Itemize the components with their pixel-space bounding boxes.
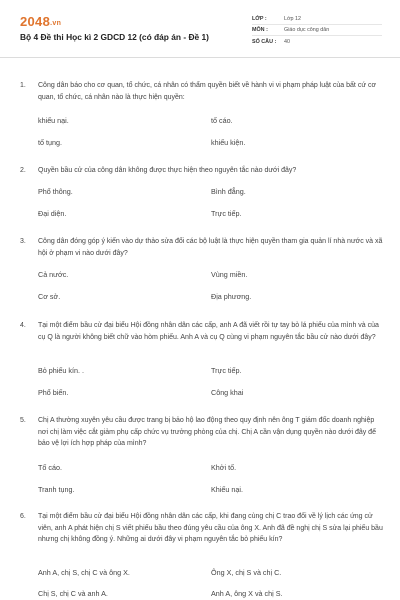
document-title: Bộ 4 Đề thi Học kì 2 GDCD 12 (có đáp án - Đề 1) xyxy=(20,32,209,42)
answer-option[interactable]: Anh A, ông X và chị S. xyxy=(211,589,283,598)
answer-option[interactable]: Anh A, chị S, chị C và ông X. xyxy=(38,568,130,577)
question-number: 4. xyxy=(20,322,26,329)
question-text: Công dân đóng góp ý kiến vào dự thảo sửa đổi các bộ luật là thực hiện quyền tham gia quản lí nhà nước và xã hội ở phạm vi nào dưới đây? xyxy=(38,238,383,257)
meta-row-grade xyxy=(252,14,382,25)
meta-table xyxy=(252,14,382,47)
question-number: 3. xyxy=(20,238,26,245)
answer-option[interactable]: Chị S, chị C và anh A. xyxy=(38,589,108,598)
answer-option[interactable]: khiếu kiện. xyxy=(211,138,246,147)
answer-option[interactable]: Bỏ phiếu kín. . xyxy=(38,366,84,375)
meta-key: SỐ CÂU : xyxy=(252,38,277,45)
answer-option[interactable]: Khởi tố. xyxy=(211,463,237,472)
meta-row-subject xyxy=(252,25,382,36)
answer-option[interactable]: Bình đẳng. xyxy=(211,187,246,196)
logo-main: 2048 xyxy=(20,14,51,29)
meta-value: Lớp 12 xyxy=(284,16,302,22)
logo-suffix: .vn xyxy=(50,20,62,27)
question-text: Quyền bầu cử của công dân không được thực hiện theo nguyên tắc nào dưới đây? xyxy=(38,167,297,174)
answer-option[interactable]: Cơ sở. xyxy=(38,292,61,301)
answer-option[interactable]: Ông X, chị S và chị C. xyxy=(211,568,282,577)
meta-key: MÔN : xyxy=(252,27,268,33)
question-text: Tại một điểm bầu cử đại biểu Hội đồng nhân dân các cấp, anh A đã viết rồi tự tay bỏ lá phiếu của mình và của cụ Q là người không biết chữ vào hòm phiếu. Anh A và cụ Q cùng vi phạm nguyên tắc bầu cử nào dưới đây? xyxy=(38,322,379,341)
question-1 xyxy=(20,80,384,172)
question-5 xyxy=(20,415,384,455)
question-text: Công dân báo cho cơ quan, tổ chức, cá nhân có thẩm quyền biết về hành vi vi phạm pháp luật của bất cứ cơ quan, tổ chức, cá nhân nào là thực hiện quyền: xyxy=(38,82,377,101)
question-6 xyxy=(20,511,384,561)
question-2 xyxy=(20,165,384,185)
answer-option[interactable]: Phổ biến. xyxy=(38,388,69,397)
answer-option[interactable]: Cả nước. xyxy=(38,270,69,279)
answer-option[interactable]: Địa phương. xyxy=(211,292,252,301)
answer-option[interactable]: Công khai xyxy=(211,388,244,397)
question-3 xyxy=(20,236,384,266)
question-4 xyxy=(20,320,384,360)
answer-option[interactable]: khiếu nại. xyxy=(38,116,69,125)
question-number: 6. xyxy=(20,513,26,520)
answer-option[interactable]: Tố cáo. xyxy=(38,463,62,472)
answer-option[interactable]: tố tụng. xyxy=(38,138,62,147)
meta-key: LỚP : xyxy=(252,16,267,22)
answer-option[interactable]: Trực tiếp. xyxy=(211,209,242,218)
question-number: 2. xyxy=(20,167,26,174)
question-text: Chị A thường xuyên yêu cầu được trang bị bảo hộ lao động theo quy định nên ông T giám đốc doanh nghiệp nơi chị làm việc cắt giảm phụ cấp chức vụ trưởng phòng của chị. Chị A cần vận dụng quyền nào dưới đây để bảo vệ lợi ích hợp pháp của mình? xyxy=(38,417,376,447)
answer-option[interactable]: Vùng miền. xyxy=(211,270,248,279)
meta-value: 40 xyxy=(284,38,290,45)
meta-value: Giáo dục công dân xyxy=(284,27,330,33)
answer-option[interactable]: Tranh tụng. xyxy=(38,485,75,494)
document-header xyxy=(0,0,400,58)
question-number: 5. xyxy=(20,417,26,424)
site-logo[interactable] xyxy=(20,14,61,29)
answer-option[interactable]: Đại diện. xyxy=(38,209,67,218)
meta-row-count xyxy=(252,36,382,47)
answer-option[interactable]: tố cáo. xyxy=(211,116,233,125)
answer-option[interactable]: Khiếu nại. xyxy=(211,485,243,494)
question-text: Tại một điểm bầu cử đại biểu Hội đồng nhân dân các cấp, khi đang cùng chị C trao đổi về lý lịch các ứng cử viên, anh A phát hiện chị S viết phiếu bầu theo đúng yêu cầu của ông X. Anh đã đề nghị chị S sửa lại phiếu bầu nhưng chị không đồng ý. Những ai dưới đây vi phạm nguyên tắc bỏ phiếu kín? xyxy=(38,513,383,543)
answer-option[interactable]: Trực tiếp. xyxy=(211,366,242,375)
answer-option[interactable]: Phổ thông. xyxy=(38,187,73,196)
question-number: 1. xyxy=(20,82,26,89)
